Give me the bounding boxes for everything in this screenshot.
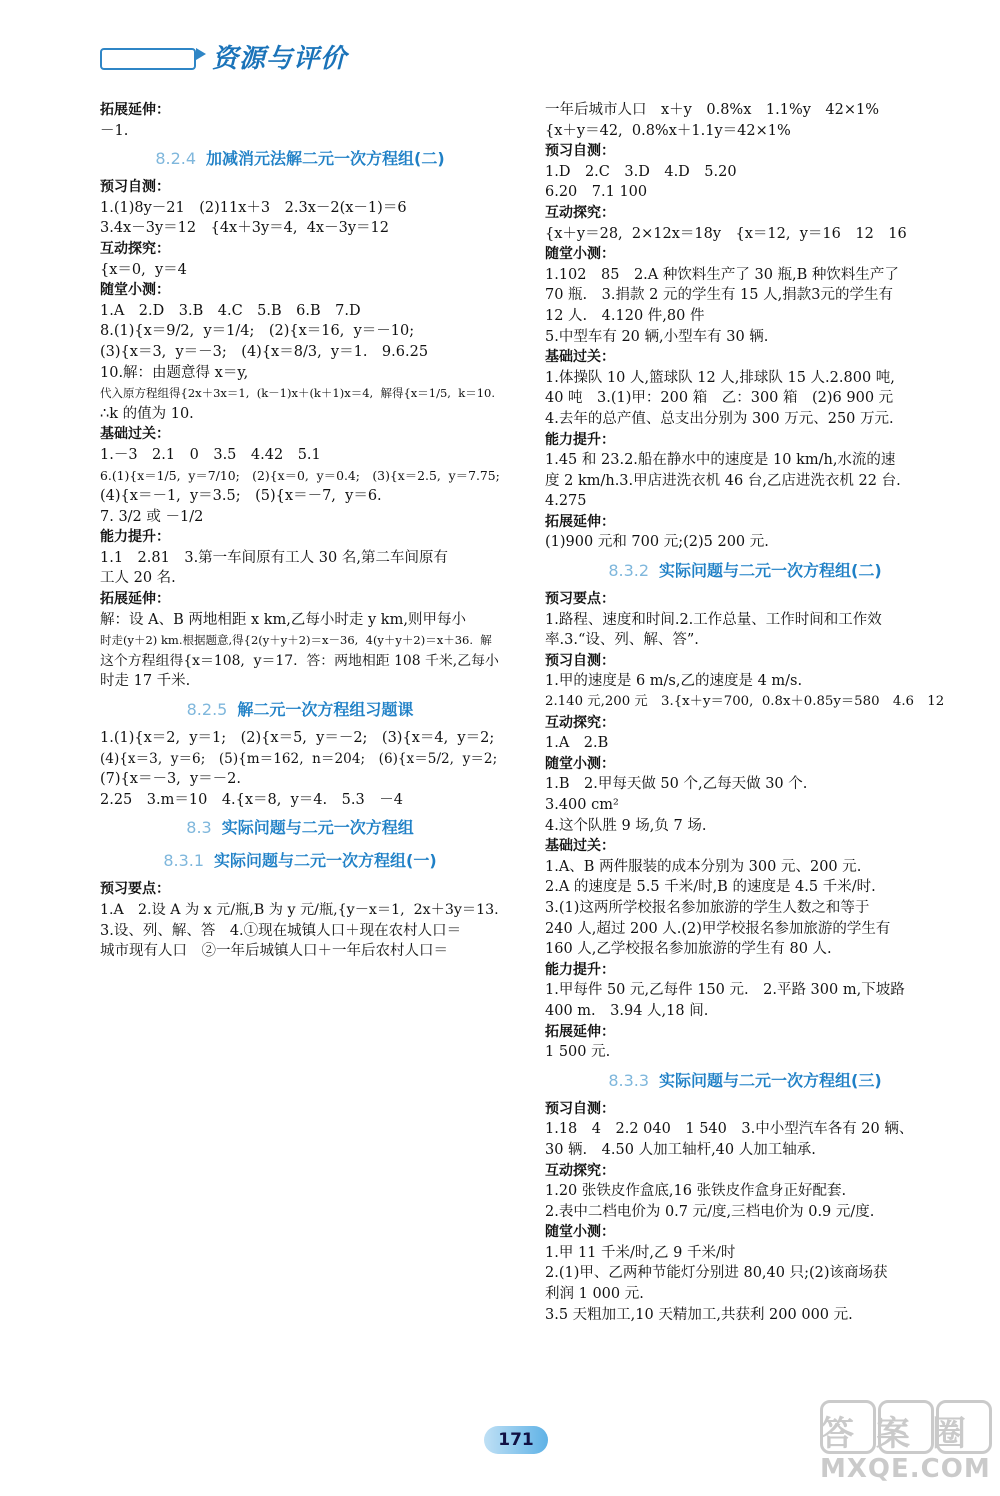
answer-line: (3){x＝3, y＝－3; (4){x＝8/3, y＝1. 9.6.25	[100, 343, 429, 360]
answer-line: 8.(1){x＝9/2, y＝1/4; (2){x＝16, y＝－10;	[100, 323, 415, 340]
answer-line: 时走(y＋2) km.根据题意,得{2(y＋y＋2)＝x－36, 4(y＋y＋2)＝x＋36. 解	[100, 633, 492, 648]
answer-line: 1.体操队 10 人,篮球队 12 人,排球队 15 人.2.800 吨,	[545, 369, 895, 386]
answer-line: 1.路程、速度和时间.2.工作总量、工作时间和工作效	[545, 611, 882, 628]
section-number: 8.3.2	[608, 561, 650, 581]
answer-line: 解：设 A、B 两地相距 x km,乙每小时走 y km,则甲每小	[100, 611, 466, 628]
answer-line: 利润 1 000 元.	[545, 1286, 644, 1303]
subsection-label: 预习自测：	[100, 179, 170, 196]
answer-line: (1)900 元和 700 元;(2)5 200 元.	[545, 534, 769, 551]
subsection-label: 互动探究：	[100, 240, 170, 257]
answer-line: 6.(1){x＝1/5, y＝7/10; (2){x＝0, y＝0.4; (3){x＝2.5, y＝7.75;	[100, 467, 500, 483]
answer-line: (4){x＝3, y＝6; (5){m＝162, n＝204; (6){x＝5/2, y＝2;	[100, 750, 498, 767]
subsection-label: 随堂小测：	[545, 1224, 615, 1241]
answer-line: 12 人. 4.120 件,80 件	[545, 307, 705, 324]
answer-line: 1.甲每件 50 元,乙每件 150 元. 2.平路 300 m,下坡路	[545, 982, 905, 999]
subsection-label: 互动探究：	[545, 714, 615, 731]
answer-line: 40 吨 3.(1)甲：200 箱 乙：300 箱 (2)6 900 元	[545, 390, 894, 407]
answer-line: 1.20 张铁皮作盒底,16 张铁皮作盒身正好配套.	[545, 1183, 847, 1200]
answer-line: 1 500 元.	[545, 1044, 611, 1061]
subsection-label: 预习自测：	[545, 1100, 615, 1117]
answer-line: 3.设、列、解、答 4.①现在城镇人口＋现在农村人口＝	[100, 922, 462, 939]
answer-line: 率.3.“设、列、解、答”.	[545, 632, 699, 649]
answer-line: 2.表中二档电价为 0.7 元/度,三档电价为 0.9 元/度.	[545, 1203, 875, 1220]
subsection-label: 能力提升：	[100, 529, 170, 546]
subsection-label: 预习自测：	[545, 143, 615, 160]
section-number: 8.3.3	[608, 1070, 650, 1090]
answer-line: 代入原方程组得{2x＋3x＝1, (k－1)x＋(k＋1)x＝4, 解得{x＝1/5, k＝10.	[100, 386, 496, 401]
subsection-label: 基础过关：	[100, 426, 170, 443]
answer-line: 1.(1){x＝2, y＝1; (2){x＝5, y＝－2; (3){x＝4, y＝2;	[100, 730, 495, 747]
answer-line: 工人 20 名.	[100, 570, 176, 587]
book-title: 资源与评价	[212, 44, 348, 74]
answer-line: 240 人,超过 200 人.(2)甲学校报名参加旅游的学生有	[545, 920, 891, 937]
subsection-label: 互动探究：	[545, 204, 615, 221]
section-number: 8.2.4	[155, 149, 197, 169]
watermark-text: 答案圈	[820, 1414, 988, 1454]
section-title: 实际问题与二元一次方程组(一)	[214, 851, 437, 871]
answer-line: 3.5 天粗加工,10 天精加工,共获利 200 000 元.	[545, 1306, 853, 1323]
answer-line: 时走 17 千米.	[100, 673, 191, 690]
subsection-label: 基础过关：	[545, 838, 615, 855]
section-title: 实际问题与二元一次方程组(二)	[659, 561, 882, 581]
answer-line: 一年后城市人口 x＋y 0.8%x 1.1%y 42×1%	[545, 102, 880, 118]
answer-line: 3.(1)这两所学校报名参加旅游的学生人数之和等于	[545, 899, 870, 916]
answer-line: 1.18 4 2.2 040 1 540 3.中小型汽车各有 20 辆、	[545, 1121, 914, 1138]
answer-line: 4.这个队胜 9 场,负 7 场.	[545, 817, 707, 834]
subsection-label: 随堂小测：	[100, 282, 170, 299]
watermark	[820, 1400, 990, 1490]
answer-line: 1.甲的速度是 6 m/s,乙的速度是 4 m/s.	[545, 673, 803, 690]
subsection-label: 基础过关：	[545, 349, 615, 366]
answer-line: 1.A 2.B	[545, 735, 609, 752]
section-heading	[100, 144, 500, 174]
answer-line: 2.25 3.m＝10 4.{x＝8, y＝4. 5.3 －4	[100, 791, 403, 808]
section-heading	[545, 556, 945, 586]
answer-line: 10.解：由题意得 x＝y,	[100, 364, 249, 381]
section-heading	[100, 846, 500, 876]
answer-line: 3.4x－3y＝12 {4x＋3y＝4, 4x－3y＝12	[100, 220, 389, 237]
answer-line: {x＝0, y＝4	[100, 261, 187, 278]
answer-line: 2.A 的速度是 5.5 千米/时,B 的速度是 4.5 千米/时.	[545, 879, 876, 896]
answer-line: 1.1 2.81 3.第一车间原有工人 30 名,第二车间原有	[100, 549, 448, 566]
answer-line: 7. 3/2 或 －1/2	[100, 508, 204, 525]
answer-line: 1.D 2.C 3.D 4.D 5.20	[545, 163, 737, 180]
answer-line: {x＋y＝42, 0.8%x＋1.1y＝42×1%	[545, 122, 791, 139]
section-number: 8.3.1	[163, 851, 205, 871]
subsection-label: 能力提升：	[545, 431, 615, 448]
book-header	[100, 34, 360, 80]
answer-line: 1.甲 11 千米/时,乙 9 千米/时	[545, 1244, 736, 1261]
section-heading	[100, 813, 500, 843]
answer-line: 1.A 2.设 A 为 x 元/瓶,B 为 y 元/瓶,{y－x＝1, 2x＋3y＝13.	[100, 902, 499, 918]
answer-line: 1.45 和 23.2.船在静水中的速度是 10 km/h,水流的速	[545, 452, 896, 469]
answer-line: 160 人,乙学校报名参加旅游的学生有 80 人.	[545, 941, 832, 958]
page-number: 171	[484, 1426, 548, 1454]
answer-line: 3.400 cm²	[545, 797, 619, 813]
answer-line: 1.B 2.甲每天做 50 个,乙每天做 30 个.	[545, 776, 808, 793]
answer-line: 1.－3 2.1 0 3.5 4.42 5.1	[100, 446, 321, 463]
section-title: 加减消元法解二元一次方程组(二)	[206, 149, 445, 169]
section-number: 8.3	[186, 818, 212, 838]
section-title: 解二元一次方程组习题课	[237, 700, 414, 720]
answer-line: 2.(1)甲、乙两种节能灯分别进 80,40 只;(2)该商场获	[545, 1265, 888, 1282]
answer-line: 1.A 2.D 3.B 4.C 5.B 6.B 7.D	[100, 302, 361, 319]
answer-line: 城市现有人口 ②一年后城镇人口＋一年后农村人口＝	[100, 943, 448, 960]
subsection-label: 拓展延伸：	[545, 513, 615, 530]
subsection-label: 预习自测：	[545, 652, 615, 669]
answer-line: 6.20 7.1 100	[545, 184, 648, 201]
left-column	[100, 100, 500, 962]
arrow-icon	[196, 48, 206, 60]
subsection-label: 互动探究：	[545, 1162, 615, 1179]
subsection-label: 拓展延伸：	[100, 102, 170, 118]
answer-line: 度 2 km/h.3.甲店进洗衣机 46 台,乙店进洗衣机 22 台.	[545, 472, 901, 489]
right-column	[545, 100, 945, 1325]
answer-line: 4.去年的总产值、总支出分别为 300 万元、250 万元.	[545, 410, 894, 427]
answer-line: {x＋y＝28, 2×12x＝18y {x＝12, y＝16 12 16	[545, 225, 907, 242]
answer-line: 4.275	[545, 493, 587, 510]
subsection-label: 预习要点：	[100, 881, 170, 898]
answer-line: (4){x＝－1, y＝3.5; (5){x＝－7, y＝6.	[100, 488, 382, 505]
section-heading	[100, 695, 500, 725]
subsection-label: 随堂小测：	[545, 246, 615, 263]
answer-line: 400 m. 3.94 人,18 间.	[545, 1002, 709, 1019]
answer-line: 2.140 元,200 元 3.{x＋y＝700, 0.8x＋0.85y＝580 4.6 12	[545, 694, 945, 710]
answer-line: 1.A、B 两件服装的成本分别为 300 元、200 元.	[545, 858, 862, 875]
subsection-label: 随堂小测：	[545, 755, 615, 772]
subsection-label: 拓展延伸：	[100, 591, 170, 608]
section-title: 实际问题与二元一次方程组	[221, 818, 414, 838]
header-decoration-bar	[100, 48, 196, 70]
answer-line: 这个方程组得{x＝108, y＝17. 答：两地相距 108 千米,乙每小	[100, 652, 499, 669]
answer-line: 70 瓶. 3.捐款 2 元的学生有 15 人,捐款3元的学生有	[545, 287, 893, 304]
subsection-label: 能力提升：	[545, 961, 615, 978]
section-heading	[545, 1066, 945, 1096]
answer-line: －1.	[100, 122, 129, 139]
subsection-label: 拓展延伸：	[545, 1023, 615, 1040]
answer-line: (7){x＝－3, y＝－2.	[100, 771, 242, 788]
subsection-label: 预习要点：	[545, 591, 615, 608]
answer-line: 1.102 85 2.A 种饮料生产了 30 瓶,B 种饮料生产了	[545, 266, 899, 283]
section-number: 8.2.5	[186, 700, 228, 720]
answer-line: 5.中型车有 20 辆,小型车有 30 辆.	[545, 328, 769, 345]
answer-line: ∴k 的值为 10.	[100, 405, 194, 422]
watermark-url: MXQE.COM	[820, 1454, 991, 1484]
section-title: 实际问题与二元一次方程组(三)	[659, 1070, 882, 1090]
answer-line: 30 辆. 4.50 人加工轴杆,40 人加工轴承.	[545, 1141, 816, 1158]
answer-line: 1.(1)8y－21 (2)11x＋3 2.3x－2(x－1)＝6	[100, 199, 407, 216]
